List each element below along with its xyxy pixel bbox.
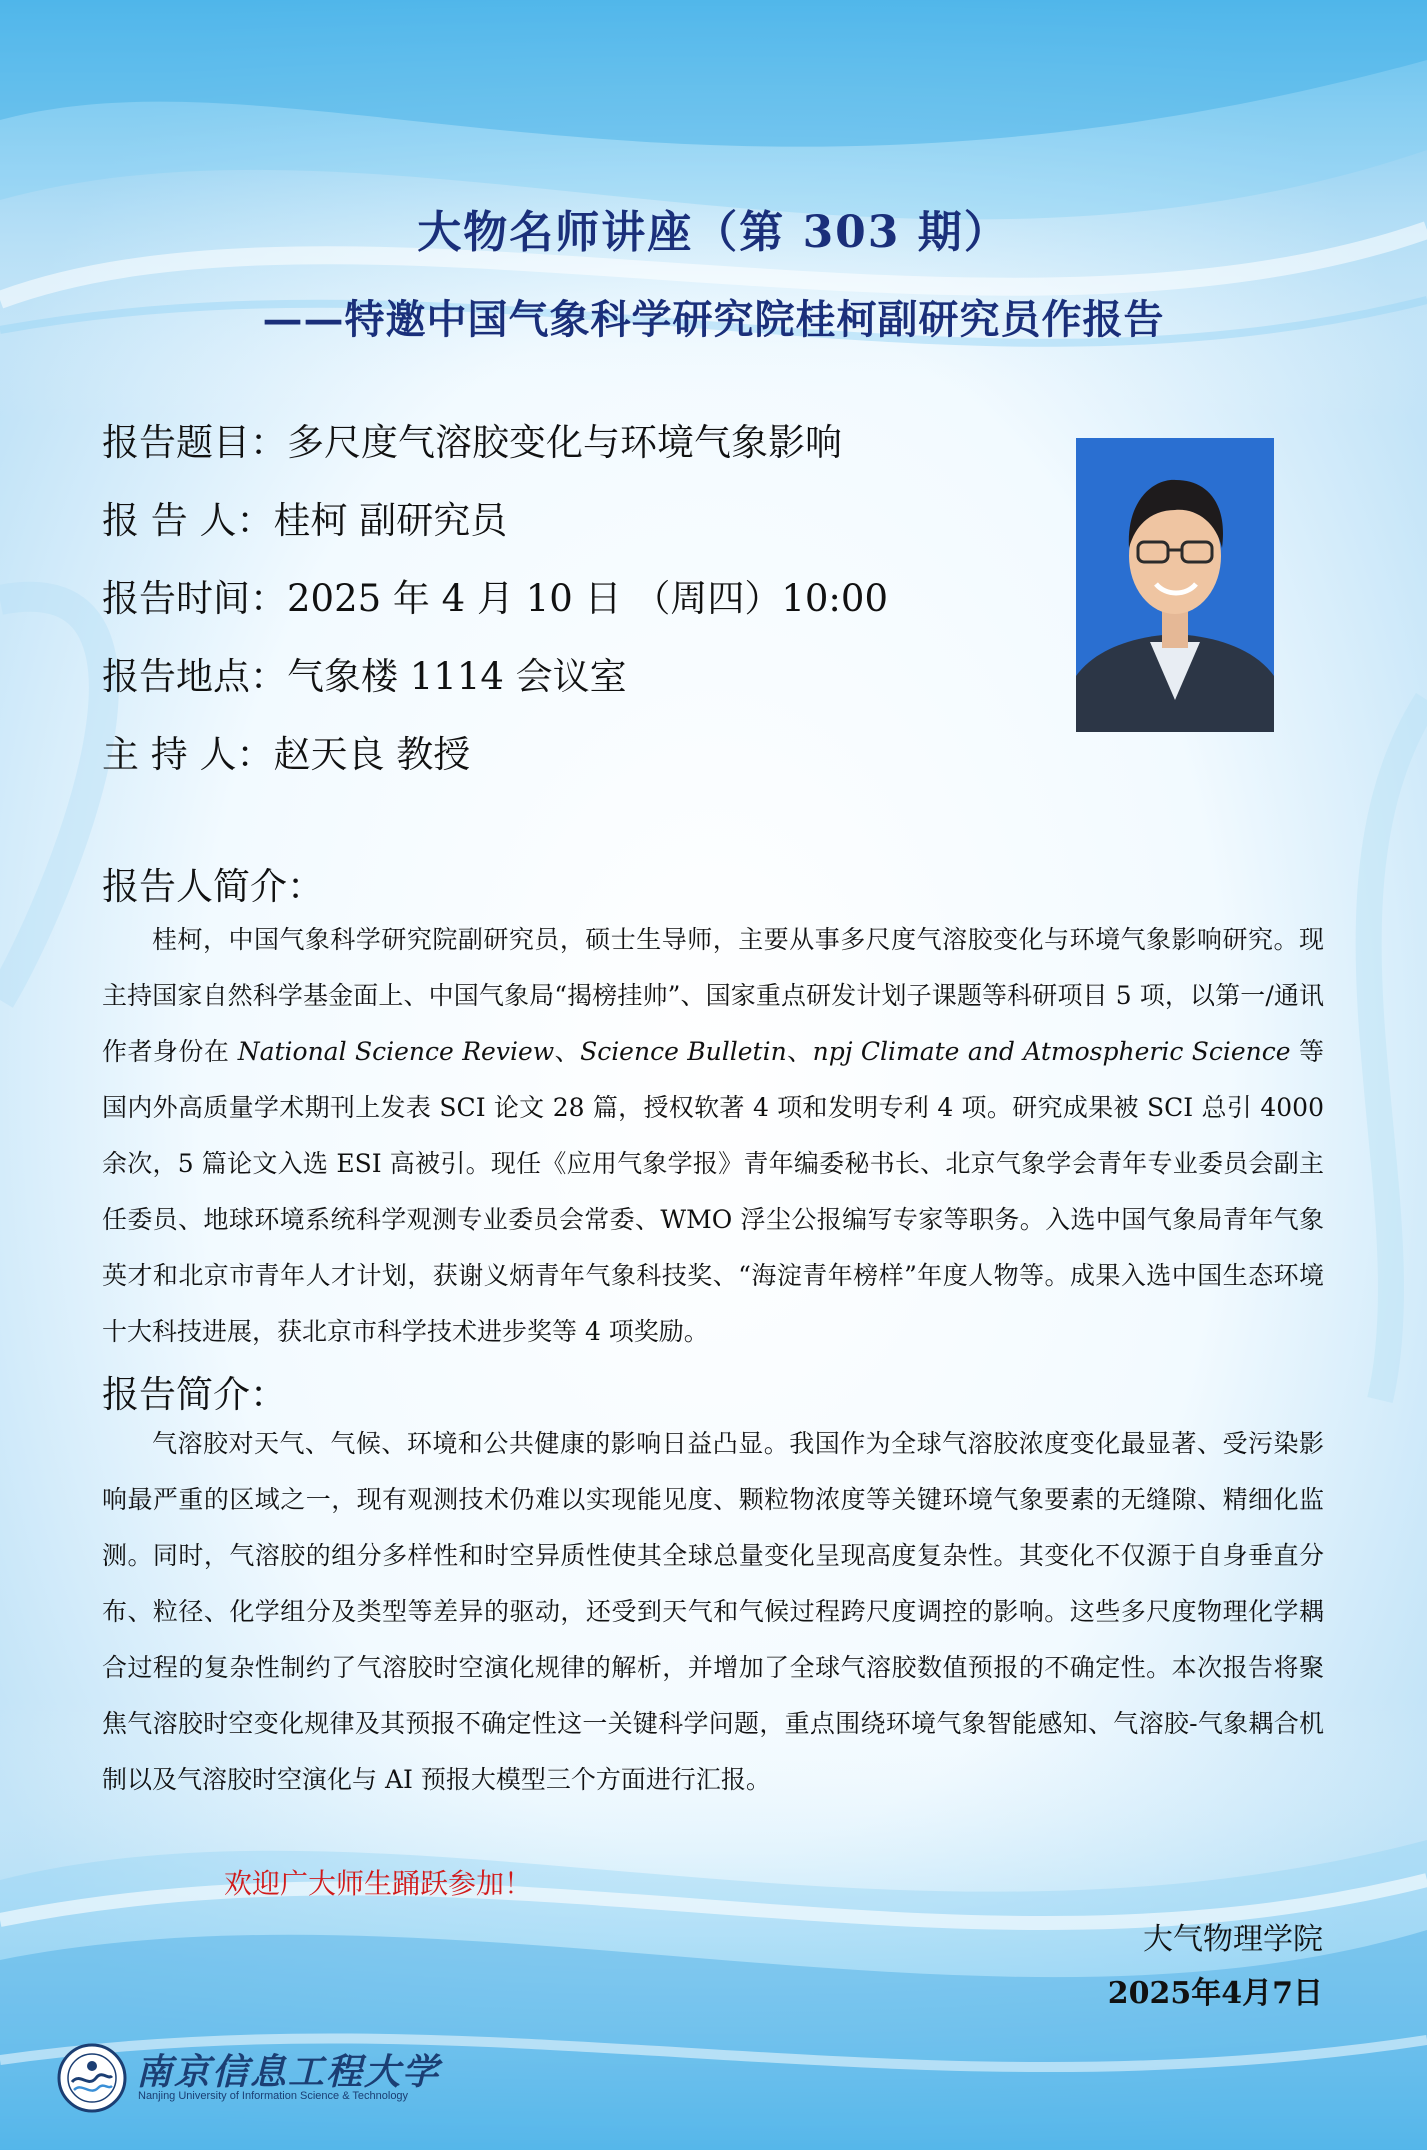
university-logo <box>56 2038 441 2118</box>
abstract-heading: 报告简介： <box>102 1373 287 1416</box>
place-label: 报告地点： <box>102 655 287 698</box>
host-label: 主 持 人： <box>102 733 274 776</box>
speaker-label: 报 告 人： <box>102 499 274 542</box>
info-topic-row <box>102 412 842 466</box>
time-value: 2025 年 4 月 10 日 （周四）10:00 <box>287 577 888 620</box>
topic-label: 报告题目： <box>102 421 287 464</box>
university-emblem-icon <box>56 2042 128 2114</box>
abstract-paragraph: 气溶胶对天气、气候、环境和公共健康的影响日益凸显。我国作为全球气溶胶浓度变化最显著、受污染影响最严重的区域之一，现有观测技术仍难以实现能见度、颗粒物浓度等关键环境气象要素的无缝隙、精细化监测。同时，气溶胶的组分多样性和时空异质性使其全球总量变化呈现高度复杂性。其变化不仅源于自身垂直分布、粒径、化学组分及类型等差异的驱动，还受到天气和气候过程跨尺度调控的影响。这些多尺度物理化学耦合过程的复杂性制约了气溶胶时空演化规律的解析，并增加了全球气溶胶数值预报的不确定性。本次报告将聚焦气溶胶时空变化规律及其预报不确定性这一关键科学问题，重点围绕环境气象智能感知、气溶胶-气象耦合机制以及气溶胶时空演化与 AI 预报大模型三个方面进行汇报。 <box>102 1429 1324 1794</box>
speaker-value: 桂柯 副研究员 <box>273 499 508 542</box>
journal-nsr: National Science Review <box>237 1037 555 1066</box>
lecture-title: 大物名师讲座（第 303 期） <box>417 207 1010 258</box>
university-name-cn: 南京信息工程大学 <box>136 2051 441 2093</box>
info-place-row <box>102 646 627 700</box>
place-value: 气象楼 1114 会议室 <box>287 655 627 698</box>
welcome-message: 欢迎广大师生踊跃参加！ <box>224 1867 533 1900</box>
bio-separator: 、 <box>786 1037 813 1066</box>
university-name-en: Nanjing University of Information Science & Technology <box>138 2090 409 2102</box>
bio-heading: 报告人简介： <box>102 865 324 908</box>
journal-science-bulletin: Science Bulletin <box>580 1037 787 1066</box>
bio-paragraph <box>102 912 1324 1360</box>
host-value: 赵天良 教授 <box>273 733 471 776</box>
time-label: 报告时间： <box>102 577 287 620</box>
lecture-subtitle: ——特邀中国气象科学研究院桂柯副研究员作报告 <box>262 296 1165 343</box>
info-speaker-row <box>102 490 507 544</box>
organizer: 大气物理学院 <box>1143 1922 1323 1957</box>
info-time-row <box>102 568 888 622</box>
speaker-photo <box>1076 438 1274 732</box>
bio-text-part2: 等国内外高质量学术期刊上发表 SCI 论文 28 篇，授权软著 4 项和发明专利 4 项。研究成果被 SCI 总引 4000 余次，5 篇论文入选 ESI 高被引。现任《应用气象学报》青年编委秘书长、北京气象学会青年专业委员会副主任委员、地球环境系统科学观测专业委员会常委、WMO 浮尘公报编写专家等职务。入选中国气象局青年气象英才和北京市青年人才计划，获谢义炳青年气象科技奖、“海淀青年榜样”年度人物等。成果入选中国生态环境十大科技进展，获北京市科学技术进步奖等 4 项奖励。 <box>102 1037 1324 1346</box>
bio-text-part1: 桂柯，中国气象科学研究院副研究员，硕士生导师，主要从事多尺度气溶胶变化与环境气象影响研究。现主持国家自然科学基金面上、中国气象局“揭榜挂帅”、国家重点研发计划子课题等科研项目 5 项，以第一/通讯作者身份在 <box>102 925 1324 1066</box>
notice-date: 2025年4月7日 <box>1107 1976 1323 2011</box>
info-host-row <box>102 724 470 778</box>
topic-value: 多尺度气溶胶变化与环境气象影响 <box>287 421 842 464</box>
bio-separator: 、 <box>554 1037 581 1066</box>
journal-npj-climate: npj Climate and Atmospheric Science <box>812 1037 1291 1066</box>
